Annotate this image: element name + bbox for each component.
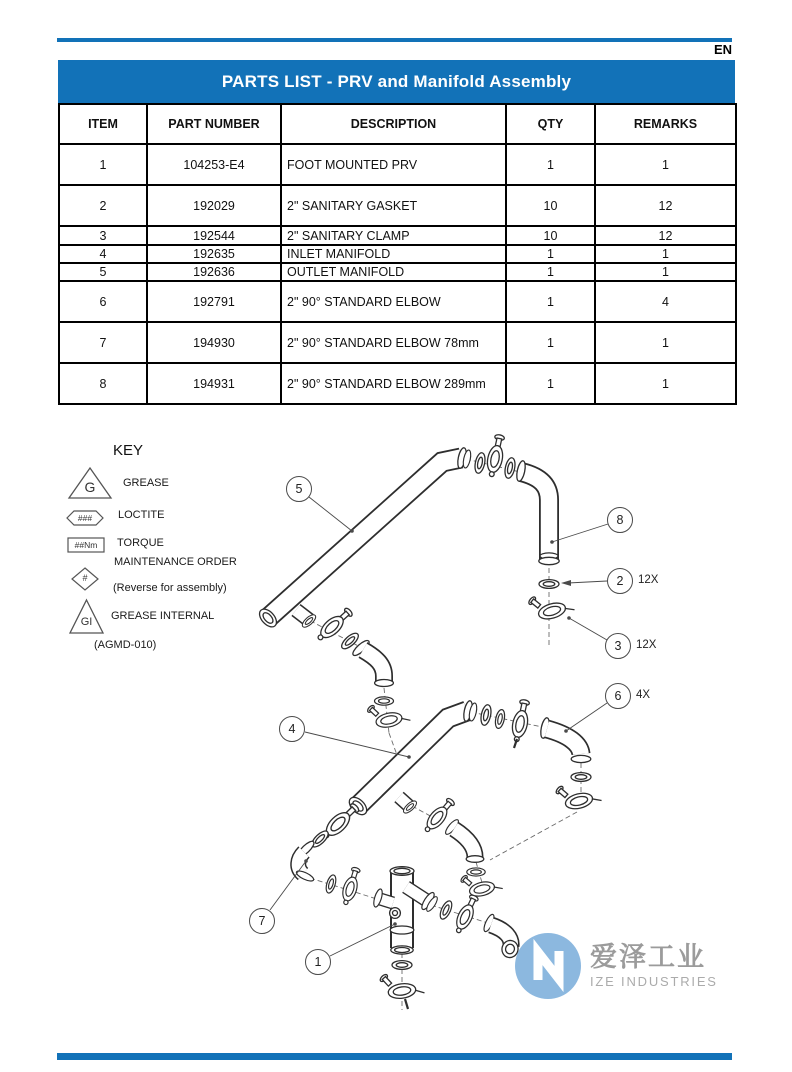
balloon-label: 3 — [614, 639, 622, 653]
cell-remarks: 1 — [595, 245, 736, 263]
balloon-4 — [279, 716, 305, 742]
cell-description: FOOT MOUNTED PRV — [281, 144, 506, 185]
cell-part-number: 194930 — [147, 322, 281, 363]
watermark-en-text: IZE INDUSTRIES — [590, 974, 718, 990]
balloon-multiplier: 12X — [636, 639, 657, 651]
key-title: KEY — [113, 442, 144, 459]
column-header-qty: QTY — [506, 104, 595, 144]
cell-remarks: 1 — [595, 322, 736, 363]
cell-remarks: 1 — [595, 363, 736, 404]
cell-part-number: 104253-E4 — [147, 144, 281, 185]
cell-item: 5 — [59, 263, 147, 281]
cell-part-number: 192635 — [147, 245, 281, 263]
language-label: EN — [713, 42, 732, 57]
grease-internal-symbol-text: GI — [80, 616, 93, 628]
cell-part-number: 192636 — [147, 263, 281, 281]
cell-description: 2" 90° STANDARD ELBOW 289mm — [281, 363, 506, 404]
balloon-label: 7 — [258, 914, 266, 928]
cell-part-number: 192791 — [147, 281, 281, 322]
torque-symbol-text: ##Nm — [74, 540, 98, 550]
balloon-label: 6 — [614, 689, 622, 703]
balloon-5 — [286, 476, 312, 502]
cell-qty: 1 — [506, 263, 595, 281]
balloon-label: 1 — [314, 955, 322, 969]
cell-description: OUTLET MANIFOLD — [281, 263, 506, 281]
pipe-item4 — [346, 700, 478, 818]
cell-description: INLET MANIFOLD — [281, 245, 506, 263]
balloon-multiplier: 4X — [636, 689, 651, 701]
cell-remarks: 1 — [595, 144, 736, 185]
balloon-8 — [607, 507, 633, 533]
cell-item: 2 — [59, 185, 147, 226]
cell-part-number: 194931 — [147, 363, 281, 404]
cell-qty: 1 — [506, 245, 595, 263]
cell-item: 8 — [59, 363, 147, 404]
balloon-label: 4 — [288, 722, 296, 736]
balloon-label: 2 — [616, 574, 624, 588]
cell-description: 2" 90° STANDARD ELBOW — [281, 281, 506, 322]
cell-description: 2" SANITARY GASKET — [281, 185, 506, 226]
cell-qty: 10 — [506, 185, 595, 226]
cell-part-number: 192544 — [147, 226, 281, 245]
balloon-label: 5 — [295, 482, 303, 496]
cell-remarks: 1 — [595, 263, 736, 281]
cell-remarks: 12 — [595, 185, 736, 226]
balloon-multiplier: 12X — [638, 574, 659, 586]
maintenance-order-symbol-text: # — [82, 573, 88, 583]
key-label-torque: TORQUE — [117, 537, 164, 549]
balloon-label: 8 — [616, 513, 624, 527]
page-title: PARTS LIST - PRV and Manifold Assembly — [221, 71, 572, 91]
balloon-3 — [605, 633, 657, 659]
cell-qty: 1 — [506, 281, 595, 322]
cell-qty: 1 — [506, 144, 595, 185]
cell-description: 2" 90° STANDARD ELBOW 78mm — [281, 322, 506, 363]
balloon-6 — [605, 683, 651, 709]
cell-remarks: 12 — [595, 226, 736, 245]
cell-item: 4 — [59, 245, 147, 263]
cell-qty: 1 — [506, 322, 595, 363]
key-label-grease: GREASE — [123, 477, 169, 489]
column-header-part-number: PART NUMBER — [147, 104, 281, 144]
key-label-loctite: LOCTITE — [118, 509, 165, 521]
key-label-grease-internal: GREASE INTERNAL — [111, 610, 215, 622]
cell-part-number: 192029 — [147, 185, 281, 226]
key-sublabel-agmd: (AGMD-010) — [94, 639, 157, 651]
balloon-1 — [305, 949, 331, 975]
cell-description: 2" SANITARY CLAMP — [281, 226, 506, 245]
pipe-item5 — [256, 447, 472, 630]
column-header-item: ITEM — [59, 104, 147, 144]
cell-remarks: 4 — [595, 281, 736, 322]
watermark-cn-text: 爱泽工业 — [590, 941, 706, 972]
column-header-remarks: REMARKS — [595, 104, 736, 144]
bottom-divider — [57, 1053, 732, 1060]
key-sublabel-maintenance-order: (Reverse for assembly) — [113, 582, 227, 594]
loctite-symbol-text: ### — [77, 513, 93, 523]
cell-item: 6 — [59, 281, 147, 322]
elbow-item6 — [539, 717, 591, 763]
cell-item: 1 — [59, 144, 147, 185]
cell-item: 3 — [59, 226, 147, 245]
column-header-description: DESCRIPTION — [281, 104, 506, 144]
grease-symbol-text: G — [84, 479, 96, 495]
prv-body-item1 — [372, 867, 439, 954]
cell-qty: 10 — [506, 226, 595, 245]
elbow-item8 — [515, 460, 559, 565]
balloon-2 — [607, 568, 659, 594]
key-label-maintenance-order: MAINTENANCE ORDER — [114, 556, 237, 568]
balloon-7 — [249, 908, 275, 934]
cell-item: 7 — [59, 322, 147, 363]
cell-qty: 1 — [506, 363, 595, 404]
